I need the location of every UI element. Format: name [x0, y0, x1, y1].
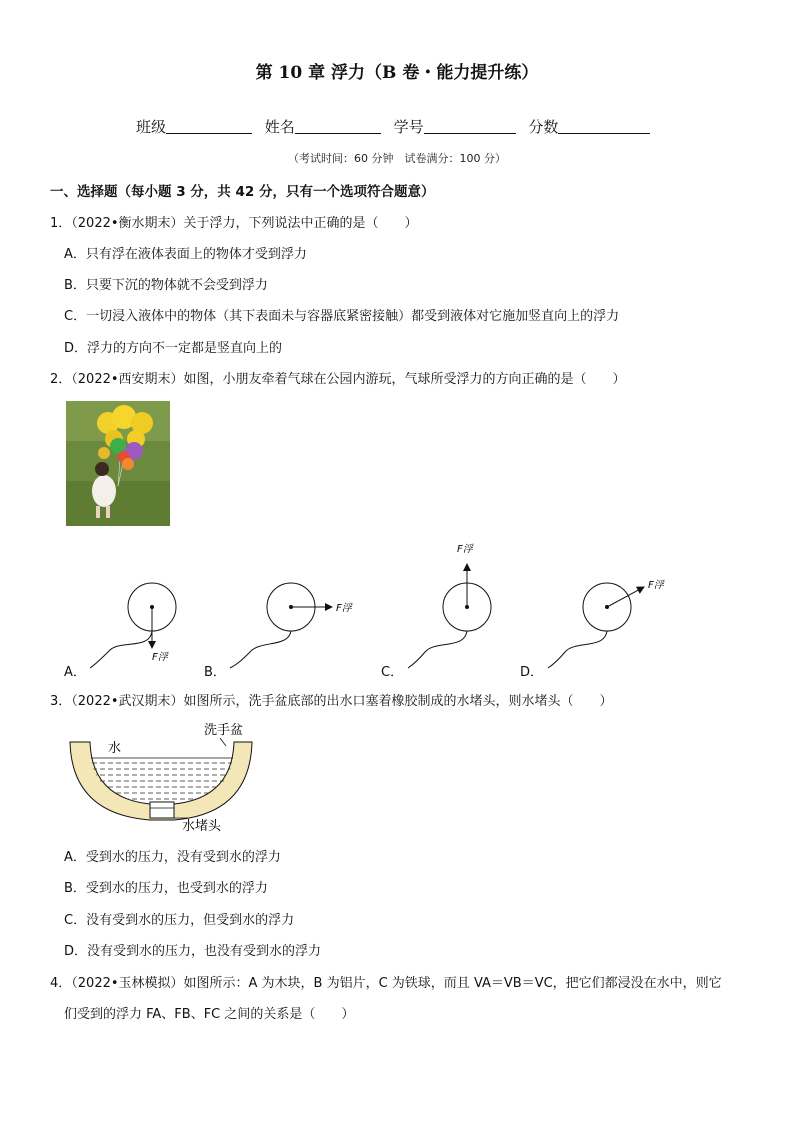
- score-label: 分数: [528, 118, 559, 136]
- student-info-row: [136, 116, 658, 137]
- q3-option-b[interactable]: B．受到水的压力，也受到水的浮力: [64, 881, 268, 896]
- force-label: F浮: [457, 544, 473, 555]
- balloon-photo: [66, 401, 170, 526]
- q1-option-a[interactable]: A．只有浮在液体表面上的物体才受到浮力: [64, 247, 307, 262]
- q2-option-b-label[interactable]: B．: [204, 665, 226, 680]
- force-label: F浮: [648, 580, 664, 591]
- basin-diagram: [60, 718, 260, 836]
- basin-label: 洗手盆: [204, 723, 244, 738]
- q4-line-2: 们受到的浮力 FA、FB、FC 之间的关系是（ ）: [64, 1007, 355, 1022]
- diagram-d[interactable]: [548, 579, 665, 668]
- force-label: F浮: [152, 652, 168, 663]
- name-blank[interactable]: [295, 119, 381, 134]
- diagram-c[interactable]: [408, 543, 491, 668]
- force-label: F浮: [336, 603, 352, 614]
- q3-option-a[interactable]: A．受到水的压力，没有受到水的浮力: [64, 850, 281, 865]
- q3-option-c[interactable]: C．没有受到水的压力，但受到水的浮力: [64, 913, 295, 928]
- exam-note: （考试时间：60 分钟 试卷满分：100 分）: [288, 152, 506, 165]
- q3-option-d[interactable]: D．没有受到水的压力，也没有受到水的浮力: [64, 944, 322, 959]
- class-label: 班级: [136, 118, 167, 136]
- diagram-b[interactable]: [230, 583, 353, 668]
- q2-option-a-label[interactable]: A．: [64, 665, 86, 680]
- q1-stem: 1．（2022•衡水期末）关于浮力，下列说法中正确的是（ ）: [50, 216, 418, 231]
- q1-option-d[interactable]: D．浮力的方向不一定都是竖直向上的: [64, 341, 283, 356]
- q4-line-1: 4．（2022•玉林模拟）如图所示：A 为木块，B 为铝片，C 为铁球，而且 VA＝VB＝VC，把它们都浸没在水中，则它: [50, 976, 722, 991]
- q1-option-b[interactable]: B．只要下沉的物体就不会受到浮力: [64, 278, 268, 293]
- q2-option-d-label[interactable]: D．: [520, 665, 544, 680]
- plug-label: 水堵头: [182, 819, 222, 834]
- q2-option-c-label[interactable]: C．: [381, 665, 404, 680]
- name-label: 姓名: [264, 118, 295, 136]
- id-label: 学号: [393, 118, 424, 136]
- q3-stem: 3．（2022•武汉期末）如图所示，洗手盆底部的出水口塞着橡胶制成的水堵头，则水堵头（ ）: [50, 694, 613, 709]
- water-label: 水: [108, 741, 122, 756]
- diagram-a[interactable]: [90, 583, 176, 668]
- q2-stem: 2．（2022•西安期末）如图，小朋友牵着气球在公园内游玩，气球所受浮力的方向正确的是（ ）: [50, 372, 626, 387]
- q2-force-diagrams: [60, 540, 740, 680]
- id-blank[interactable]: [424, 119, 516, 134]
- class-blank[interactable]: [166, 119, 252, 134]
- page-title: 第 10 章 浮力（B 卷・能力提升练）: [255, 63, 539, 83]
- q1-option-c[interactable]: C．一切浸入液体中的物体（其下表面未与容器底紧密接触）都受到液体对它施加竖直向上的浮力: [64, 309, 620, 324]
- section-heading: 一、选择题（每小题 3 分，共 42 分，只有一个选项符合题意）: [50, 184, 435, 200]
- score-blank[interactable]: [558, 119, 650, 134]
